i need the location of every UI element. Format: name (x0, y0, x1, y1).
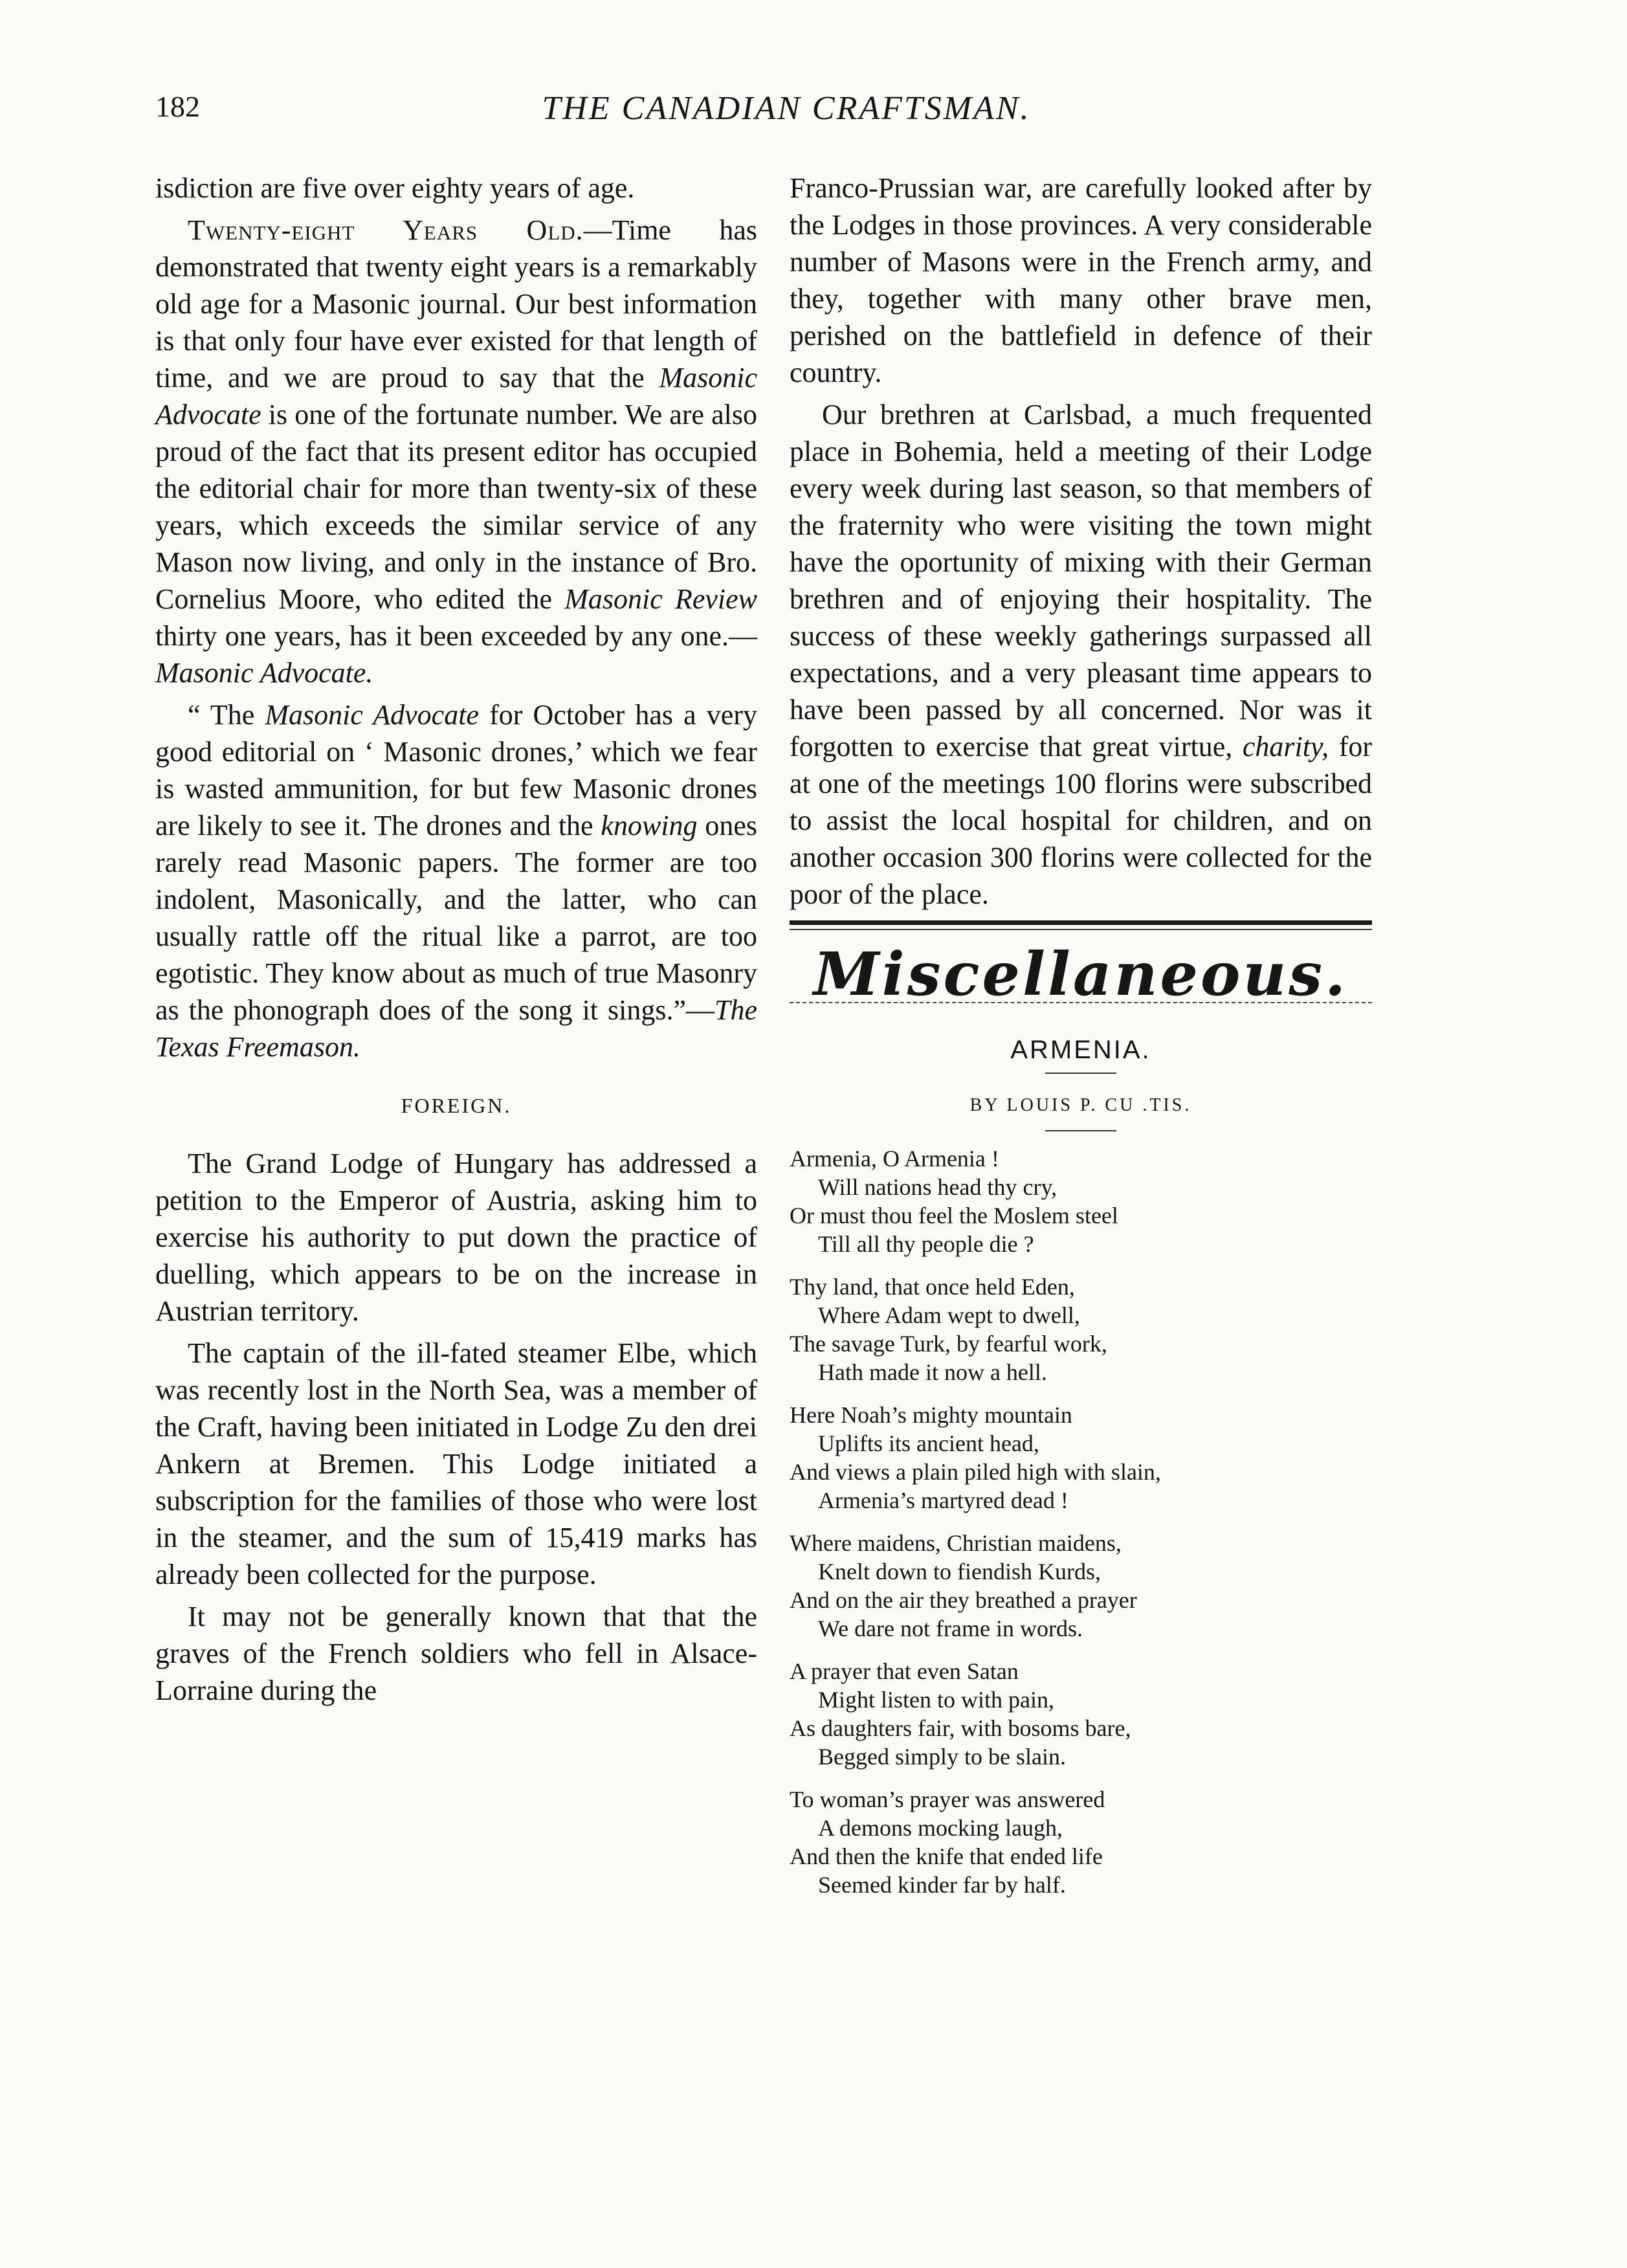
paragraph-carlsbad (790, 396, 1372, 913)
paragraph-text: for October has a very good editorial on ‘ Masonic drones,’ which we fear is wasted ammunition, for but few Masonic drones are likely to see it. The drones and the (155, 699, 757, 841)
poem-line: A demons mocking laugh, (818, 1815, 1063, 1841)
emphasis-text: knowing (601, 810, 698, 841)
poem-line: Or must thou feel the Moslem steel (790, 1203, 1118, 1228)
poem-stanza (790, 1144, 1372, 1258)
poem-line: A prayer that even Satan (790, 1658, 1019, 1684)
paragraph-jurisdiction: isdiction are five over eighty years of age. (155, 172, 635, 204)
poem-line: Knelt down to fiendish Kurds, (818, 1559, 1101, 1584)
poem-line: Till all thy people die ? (818, 1231, 1034, 1257)
poem-body (790, 1144, 1372, 1899)
poem-line: Will nations head thy cry, (818, 1174, 1057, 1200)
poem-line: And views a plain piled high with slain, (790, 1459, 1161, 1485)
poem-line: And on the air they breathed a prayer (790, 1587, 1137, 1613)
paragraph-text: Our brethren at Carlsbad, a much frequented place in Bohemia, held a meeting of their Lodge every week during last season, so that members of the fraternity who were visiting the town might have the oportunity of mixing with their German brethren and of enjoying their hospitality. The success of these weekly gatherings surpassed all expectations, and a very pleasant time appears to have been passed by all concerned. Nor was it forgotten to exercise that great virtue, (790, 399, 1372, 762)
page-number: 182 (155, 90, 200, 123)
poem-stanza (790, 1529, 1372, 1643)
poem-line: Where maidens, Christian maidens, (790, 1530, 1122, 1556)
poem-line: Thy land, that once held Eden, (790, 1274, 1075, 1300)
paragraph-text: “ The (188, 699, 265, 731)
poem-byline: BY LOUIS P. CU .TIS. (969, 1095, 1192, 1115)
poem-line: The savage Turk, by fearful work, (790, 1331, 1107, 1357)
poem-line: Might listen to with pain, (818, 1687, 1054, 1713)
poem-stanza (790, 1657, 1372, 1771)
poem-line: Begged simply to be slain. (818, 1744, 1066, 1770)
paragraph-text: is one of the fortunate number. We are also proud of the fact that its present editor has occupied the editorial chair for more than twenty-six of these years, which exceeds the similar service of any Mason now living, and only in the instance of Bro. Cornelius Moore, who edited the (155, 399, 757, 615)
paragraph-franco-prussian: Franco-Prussian war, are carefully looked after by the Lodges in those provinces. A very considerable number of Masons were in the French army, and they, together with many other brave men, perished on the battlefield in defence of their country. (790, 172, 1372, 388)
paragraph-elbe: The captain of the ill-fated steamer Elbe, which was recently lost in the North Sea, was a member of the Craft, having been initiated in Lodge Zu den drei Ankern at Bremen. This Lodge initiated a subscription for the families of those who were lost in the steamer, and the sum of 15,419 marks has already been collected for the purpose. (155, 1337, 757, 1590)
title-underline (1045, 1073, 1116, 1074)
right-column (790, 170, 1372, 1913)
poem-stanza (790, 1785, 1372, 1899)
publication-title: Masonic Advocate (265, 699, 479, 731)
poem-line: Armenia’s martyred dead ! (818, 1487, 1068, 1513)
source-citation: Masonic Advocate. (155, 657, 373, 689)
section-divider (790, 920, 1372, 930)
page-header (155, 78, 1417, 149)
publication-title: Masonic Review (564, 583, 757, 615)
left-column (155, 170, 757, 1714)
poem-line: Hath made it now a hell. (818, 1359, 1047, 1385)
poem-line: Where Adam wept to dwell, (818, 1302, 1080, 1328)
poem-line: Uplifts its ancient head, (818, 1430, 1039, 1456)
paragraph-twenty-eight-years (155, 212, 757, 691)
emphasis-text: charity, (1242, 731, 1329, 762)
paragraph-masonic-drones (155, 696, 757, 1065)
miscellaneous-heading: Miscellaneous. (813, 939, 1349, 1009)
poem-line: Here Noah’s mighty mountain (790, 1402, 1072, 1428)
section-heading-foreign: FOREIGN. (401, 1094, 512, 1117)
publication-title: Masonic Advocate (155, 362, 757, 430)
poem-line: We dare not frame in words. (818, 1616, 1083, 1641)
poem-title: ARMENIA. (1010, 1036, 1151, 1064)
poem-line: Seemed kinder far by half. (818, 1872, 1066, 1898)
paragraph-text: ones rarely read Masonic papers. The former are too indolent, Masonically, and the latter, who can usually rattle off the ritual like a parrot, are too egotistic. They know about as much of true Masonry as the phonograph does of the song it sings.”— (155, 810, 758, 1026)
paragraph-hungary: The Grand Lodge of Hungary has addressed a petition to the Emperor of Austria, asking him to exercise his authority to put down the practice of duelling, which appears to be on the increase in Austrian territory. (155, 1148, 757, 1327)
paragraph-graves: It may not be generally known that that the graves of the French soldiers who fell in Alsace-Lorraine during the (155, 1601, 757, 1706)
running-title: THE CANADIAN CRAFTSMAN. (542, 90, 1031, 127)
poem-stanza (790, 1401, 1372, 1515)
poem-line: To woman’s prayer was answered (790, 1786, 1105, 1812)
poem-line: As daughters fair, with bosoms bare, (790, 1715, 1131, 1741)
byline-underline (1045, 1130, 1116, 1131)
poem-line: Armenia, O Armenia ! (790, 1146, 999, 1172)
poem-line: And then the knife that ended life (790, 1843, 1103, 1869)
source-citation: The Texas Freemason. (155, 994, 757, 1063)
paragraph-text: for at one of the meetings 100 florins were subscribed to assist the local hospital for children, and on another occasion 300 florins were collected for the poor of the place. (790, 731, 1373, 910)
paragraph-text: —Time has demonstrated that twenty eight years is a remarkably old age for a Masonic journal. Our best information is that only four have ever existed for that length of time, and we are proud to say that the (155, 214, 757, 394)
paragraph-heading: Twenty-eight Years Old. (188, 214, 584, 246)
poem-stanza (790, 1273, 1372, 1386)
paragraph-text: thirty one years, has it been exceeded by any one.— (155, 620, 757, 652)
